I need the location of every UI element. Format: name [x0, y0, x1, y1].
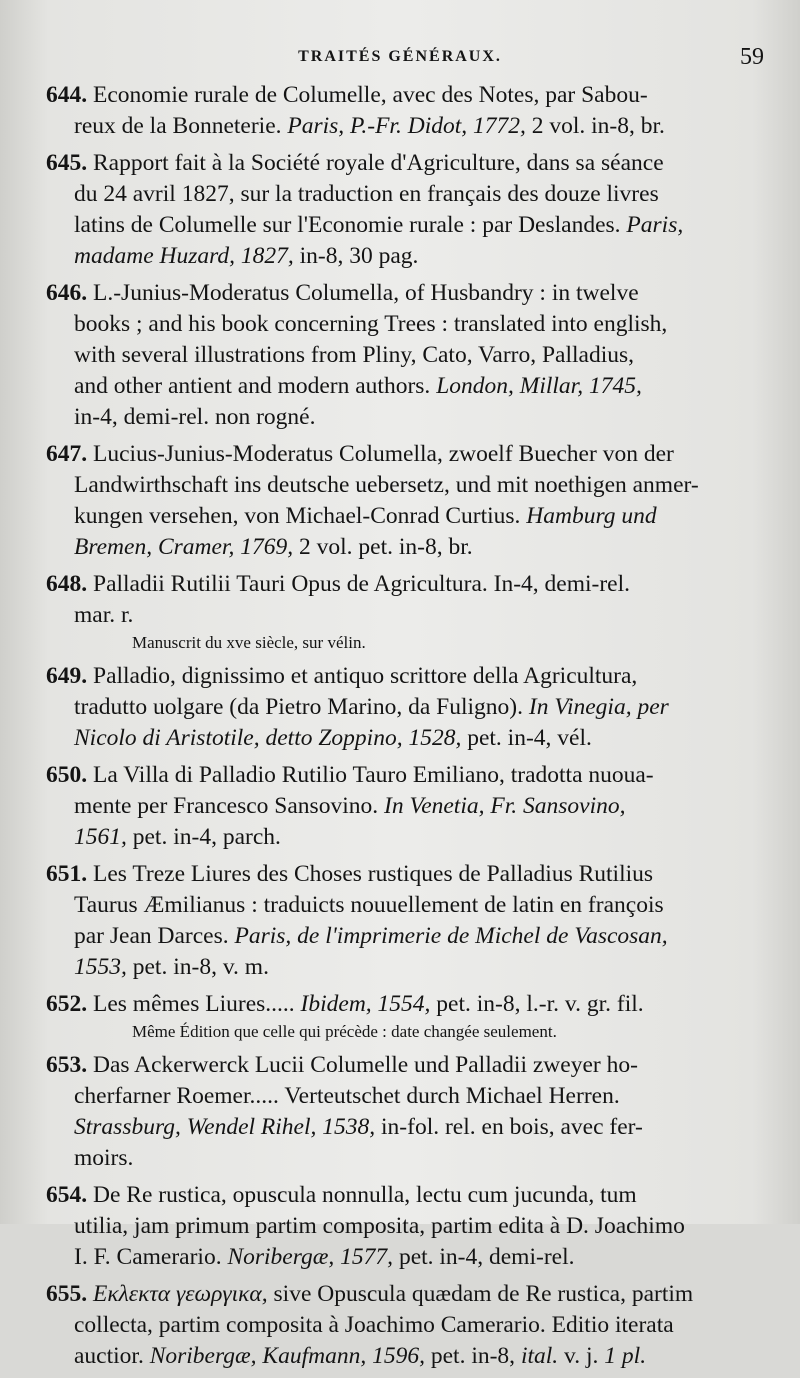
entry-text: pet. in-8, l.-r. v. gr. fil. [430, 991, 644, 1017]
entry-imprint: Εκλεκτα γεωργικα, [93, 1281, 268, 1307]
catalogue-entry [46, 278, 760, 433]
entry-text: in-8, 30 pag. [293, 243, 419, 269]
entry-text: Landwirthschaft ins deutsche uebersetz, und mit noethigen anmer- [74, 472, 699, 498]
entry-line [46, 371, 760, 402]
entry-number: 646. [46, 280, 93, 306]
page-number: 59 [740, 44, 764, 70]
entry-text: Lucius-Junius-Moderatus Columella, zwoelf Buecher von der [93, 441, 674, 467]
entry-imprint: In Venetia, Fr. Sansovino, [384, 793, 626, 819]
entry-text: Palladii Rutilii Tauri Opus de Agricultura. In-4, demi-rel. [93, 571, 631, 597]
catalogue-entry [46, 1050, 760, 1174]
entry-line [46, 692, 760, 723]
entry-number: 648. [46, 571, 93, 597]
catalogue-entry [46, 661, 760, 754]
entry-imprint: Noribergæ, Kaufmann, 1596, [149, 1343, 425, 1369]
entry-imprint: 1561, [74, 824, 127, 850]
entry-line [46, 501, 760, 532]
entry-text: Les Treze Liures des Choses rustiques de Palladius Rutilius [93, 861, 654, 887]
page-header [0, 44, 800, 74]
entry-imprint: Bremen, Cramer, 1769, [74, 534, 294, 560]
entry-text: in-fol. rel. en bois, avec fer- [375, 1114, 643, 1140]
entry-text: du 24 avril 1827, sur la traduction en français des douze livres [74, 181, 659, 207]
entry-line [46, 791, 760, 822]
catalogue-entry [46, 148, 760, 272]
entry-imprint: Nicolo di Aristotile, detto Zoppino, 1528, [74, 725, 462, 751]
entry-imprint: Ibidem, 1554, [300, 991, 431, 1017]
entry-line [46, 921, 760, 952]
entry-line [46, 402, 760, 433]
entry-line [46, 1050, 760, 1081]
entry-imprint: madame Huzard, 1827, [74, 243, 294, 269]
entry-imprint: In Vinegia, per [528, 694, 669, 720]
entry-number: 651. [46, 861, 93, 887]
entry-text: mente per Francesco Sansovino. [74, 793, 384, 819]
entry-line [46, 600, 760, 631]
entry-line [46, 760, 760, 791]
entry-text: mar. r. [74, 602, 134, 628]
entry-line [46, 80, 760, 111]
entry-note: Manuscrit du xve siècle, sur vélin. [132, 633, 366, 652]
entry-text: tradutto uolgare (da Pietro Marino, da Fuligno). [74, 694, 529, 720]
entry-line [46, 210, 760, 241]
catalogue-entry [46, 1279, 760, 1372]
entry-line [46, 148, 760, 179]
entry-text: I. F. Camerario. [74, 1244, 228, 1270]
entry-number: 654. [46, 1182, 93, 1208]
entry-line [46, 1310, 760, 1341]
entry-imprint: ital. [520, 1343, 559, 1369]
entry-line [46, 340, 760, 371]
entry-imprint: Paris, [626, 212, 684, 238]
entry-text: cherfarner Roemer..... Verteutschet durch Michael Herren. [74, 1083, 620, 1109]
entry-text: pet. in-4, parch. [126, 824, 281, 850]
entry-note: Même Édition que celle qui précède : date changée seulement. [132, 1022, 557, 1041]
entry-number: 655. [46, 1281, 93, 1307]
entry-text: Rapport fait à la Société royale d'Agriculture, dans sa séance [93, 150, 664, 176]
entry-line [46, 723, 760, 754]
catalogue-entry [46, 80, 760, 142]
entry-imprint: London, Millar, 1745, [436, 373, 642, 399]
entry-number: 650. [46, 762, 93, 788]
entry-line [46, 1279, 760, 1310]
entry-text: in-4, demi-rel. non rogné. [74, 404, 316, 430]
entry-line [46, 1242, 760, 1273]
entry-line [46, 1180, 760, 1211]
entry-text: pet. in-4, vél. [461, 725, 592, 751]
entry-text: utilia, jam primum partim composita, partim edita à D. Joachimo [74, 1213, 685, 1239]
entry-line [46, 439, 760, 470]
entry-text: Taurus Æmilianus : traduicts nouuellement de latin en françois [74, 892, 664, 918]
entry-text: kungen versehen, von Michael-Conrad Curtius. [74, 503, 527, 529]
catalogue-entry [46, 1180, 760, 1273]
entry-line [46, 822, 760, 853]
entry-text: pet. in-4, demi-rel. [393, 1244, 575, 1270]
entry-text: reux de la Bonneterie. [74, 113, 288, 139]
entry-text: pet. in-8, [424, 1343, 521, 1369]
catalogue-entry [46, 989, 760, 1044]
entry-line [46, 111, 760, 142]
entry-line [46, 241, 760, 272]
entry-line [46, 952, 760, 983]
entry-imprint: Noribergæ, 1577, [227, 1244, 394, 1270]
entry-text: latins de Columelle sur l'Economie rurale : par Deslandes. [74, 212, 627, 238]
entry-line [46, 309, 760, 340]
entry-number: 653. [46, 1052, 93, 1078]
entry-text: Les mêmes Liures..... [93, 991, 301, 1017]
entry-line [46, 179, 760, 210]
entry-text: moirs. [74, 1145, 134, 1171]
running-head: TRAITÉS GÉNÉRAUX. [298, 48, 502, 65]
entry-imprint: 1 pl. [604, 1343, 647, 1369]
entry-imprint: Paris, P.-Fr. Didot, 1772, [287, 113, 526, 139]
entry-line [46, 569, 760, 600]
catalogue-entry [46, 439, 760, 563]
catalogue-entry [46, 859, 760, 983]
entry-line [46, 1211, 760, 1242]
entry-imprint: Strassburg, Wendel Rihel, 1538, [74, 1114, 376, 1140]
entry-line [46, 989, 760, 1020]
entry-number: 645. [46, 150, 93, 176]
entry-text: Palladio, dignissimo et antiquo scrittore della Agricultura, [93, 663, 638, 689]
entry-line [46, 278, 760, 309]
entry-imprint: 1553, [74, 954, 127, 980]
entry-text: auctior. [74, 1343, 150, 1369]
entry-text: De Re rustica, opuscula nonnulla, lectu cum jucunda, tum [93, 1182, 637, 1208]
entry-imprint: Hamburg und [526, 503, 657, 529]
entry-number: 647. [46, 441, 93, 467]
entry-line [46, 859, 760, 890]
entry-text: sive Opuscula quædam de Re rustica, partim [267, 1281, 694, 1307]
entry-text: collecta, partim composita à Joachimo Camerario. Editio iterata [74, 1312, 674, 1338]
entry-line [46, 1112, 760, 1143]
entry-text: par Jean Darces. [74, 923, 235, 949]
entry-number: 649. [46, 663, 93, 689]
entry-text: v. j. [558, 1343, 605, 1369]
catalogue-entries [46, 80, 760, 1378]
entry-line [46, 532, 760, 563]
entry-number: 644. [46, 82, 93, 108]
entry-line [46, 661, 760, 692]
entry-text: La Villa di Palladio Rutilio Tauro Emiliano, tradotta nuoua- [93, 762, 654, 788]
entry-text: books ; and his book concerning Trees : translated into english, [74, 311, 668, 337]
entry-text: pet. in-8, v. m. [126, 954, 269, 980]
entry-text: Economie rurale de Columelle, avec des Notes, par Sabou- [93, 82, 648, 108]
entry-text: 2 vol. in-8, br. [525, 113, 665, 139]
entry-line [46, 1081, 760, 1112]
entry-line [46, 890, 760, 921]
catalogue-entry [46, 760, 760, 853]
catalogue-entry [46, 569, 760, 655]
entry-text: 2 vol. pet. in-8, br. [293, 534, 473, 560]
entry-text: and other antient and modern authors. [74, 373, 437, 399]
entry-text: L.-Junius-Moderatus Columella, of Husbandry : in twelve [93, 280, 639, 306]
entry-text: with several illustrations from Pliny, Cato, Varro, Palladius, [74, 342, 635, 368]
entry-number: 652. [46, 991, 93, 1017]
entry-text: Das Ackerwerck Lucii Columelle und Palladii zweyer ho- [93, 1052, 638, 1078]
entry-line [46, 1341, 760, 1372]
entry-imprint: Paris, de l'imprimerie de Michel de Vascosan, [234, 923, 668, 949]
entry-line [46, 470, 760, 501]
entry-line [46, 1143, 760, 1174]
